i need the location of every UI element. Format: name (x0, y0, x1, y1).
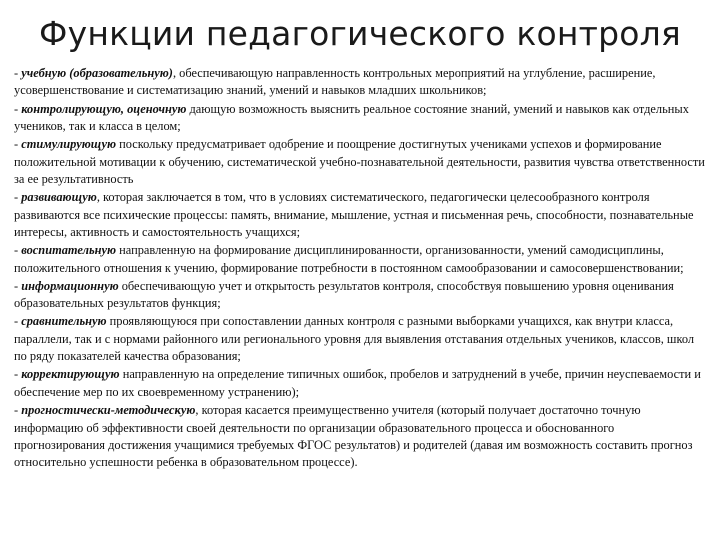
item-text: поскольку предусматривает одобрение и поощрение достигнутых учениками успехов и формирование положительной мотивации к обучению, систематической учебно-познавательной деятельности, развития чувства ответственности за ее результативность (14, 137, 705, 187)
list-item (14, 65, 706, 100)
list-item (14, 136, 706, 188)
list-item (14, 101, 706, 136)
list-item (14, 278, 706, 313)
item-dash: - (14, 101, 22, 116)
list-item (14, 402, 706, 472)
item-term: корректирующую (21, 367, 120, 382)
item-text: обеспечивающую учет и открытость результатов контроля, способствуя повышению уровня оценивания образовательных результатов функция; (14, 278, 674, 311)
item-term: прогностически-методическую (21, 403, 196, 418)
item-term: развивающую (21, 190, 97, 205)
item-term: воспитательную (21, 243, 117, 258)
item-text: направленную на формирование дисциплинированности, организованности, умений самодисциплины, положительного отношения к учению, формирование потребности в постоянном самообразовании и самосовершенствовании; (14, 243, 684, 275)
list-item (14, 313, 706, 365)
item-text: дающую возможность выяснить реальное состояние знаний, умений и навыков как отдельных учеников, так и класса в целом; (14, 101, 689, 134)
item-text: направленную на определение типичных ошибок, пробелов и затруднений в учебе, причин неуспеваемости и обеспечение мер по их своевременному устранению); (14, 367, 701, 399)
item-text: , обеспечивающую направленность контрольных мероприятий на углубление, расширение, усовершенствование и систематизацию знаний, умений и навыков младших школьников; (14, 66, 656, 98)
item-term: учебную (образовательную) (21, 66, 173, 80)
item-text: , которая касается преимущественно учителя (который получает достаточно точную информацию об эффективности своей деятельности по организации образовательного процесса и обоснованного прогнозирования достижения учащимися требуемых ФГОС результатов) и родителей (давая им возможность составить прогноз относительно успешности ребенка в образовательном процессе). (14, 403, 693, 470)
item-dash: - (14, 278, 22, 293)
functions-list (14, 65, 706, 473)
item-dash: - (14, 403, 22, 418)
item-text: , которая заключается в том, что в условиях систематического, педагогически целесообразного контроля развиваются все психические процессы: память, внимание, мышление, устная и письменная речь, способности, познавательные интересы, активность и самостоятельность учащихся; (14, 190, 694, 240)
list-item (14, 366, 706, 401)
item-dash: - (14, 314, 22, 329)
item-term: сравнительную (21, 314, 107, 329)
item-term: информационную (21, 278, 119, 293)
item-dash: - (14, 137, 22, 152)
item-text: проявляющуюся при сопоставлении данных контроля с разными выборками учащихся, как внутри класса, параллели, так и с нормами районного или регионального уровня для выявления отставания отдельных учеников, классов, школ по ряду показателей качества образования; (14, 314, 695, 364)
item-dash: - (14, 243, 22, 258)
item-dash: - (14, 367, 22, 382)
slide-title: Функции педагогического контроля (38, 14, 681, 53)
item-dash: - (14, 66, 22, 80)
item-dash: - (14, 190, 22, 205)
list-item (14, 242, 706, 277)
item-term: стимулирующую (21, 137, 116, 152)
list-item (14, 189, 706, 241)
item-term: контролирующую, оценочную (21, 101, 187, 116)
